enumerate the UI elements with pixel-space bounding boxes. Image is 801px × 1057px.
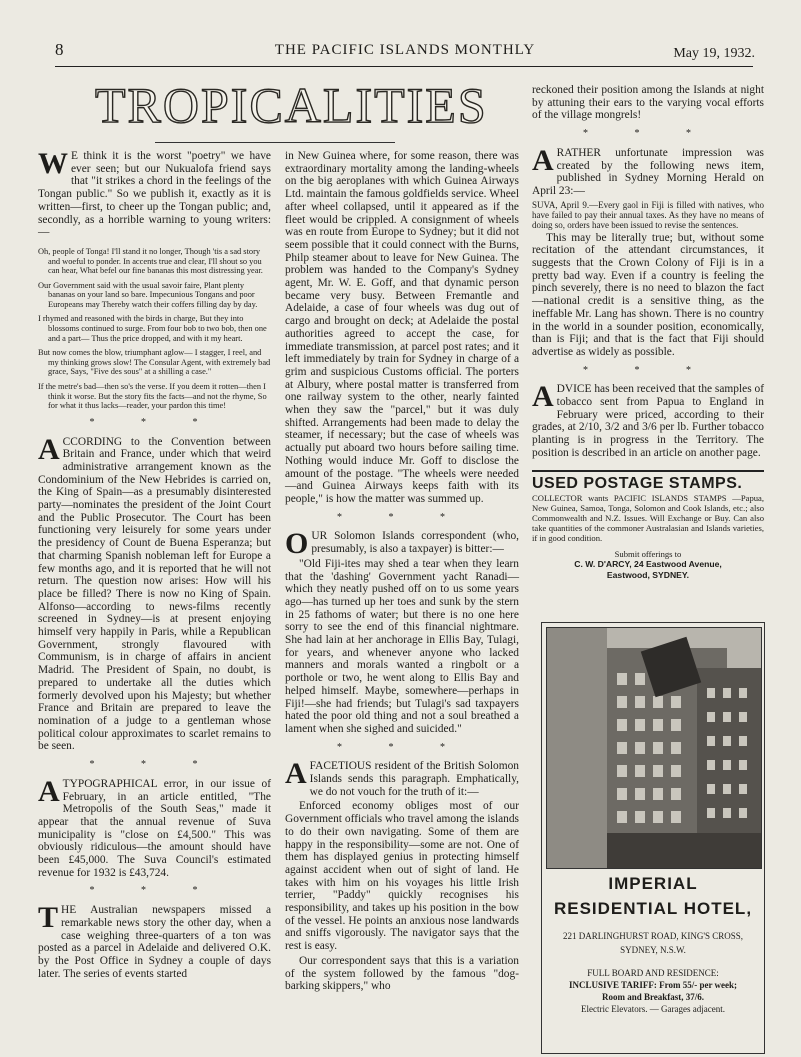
dropcap: A	[38, 774, 60, 808]
hotel-tariff: INCLUSIVE TARIFF: From 55/- per week;	[568, 980, 738, 990]
hotel-building-illustration	[547, 628, 761, 868]
wheels-paragraph: HE Australian newspapers missed a remarkable news story the other day, when a case weighing three-quarters of a ton was posted as a parcel in Adelaide and delivered O.K. by the Post Office in Sydney a couple of days later. The series of events started	[38, 904, 271, 980]
hotel-address: 221 DARLINGHURST ROAD, KING'S CROSS,	[563, 931, 743, 941]
stamps-ad-submit: Submit offerings to	[614, 549, 682, 560]
page-title: TROPICALITIES	[95, 77, 488, 133]
solomon-paragraph: UR Solomon Islands correspondent (who, presumably, is also a taxpayer) is bitter:—	[311, 530, 519, 556]
facetious-story: Enforced economy obliges most of our Government officials who travel among the islands to do their own navigating. Some of them are happy in the responsibility—some are not. One of them has displayed genius in protecting himself against accident when out of sight of land. He takes with him on his voyages his little Irish terrier, "Paddy" quickly recognises his responsibility, and takes up his position in the bow of the vessel. He points an anxious nose landwards and sniffs vigorously. The navigator says that the rest is easy.	[285, 800, 519, 953]
page-number: 8	[55, 40, 64, 59]
dropcap: O	[285, 527, 309, 561]
wheels-continued: in New Guinea where, for some reason, there was extraordinary mortality among the landing-wheels on the big aeroplanes with which Guinea Airways Ltd. maintain the famous goldfields service. Wheel after wheel collapsed, until it appeared as if the fleet would be crippled. A consignment of wheels was en route from Europe to Sydney; but it did not seem possible that it could connect with the Burns, Philp steamer about to leave for New Guinea. The problem was handed to the Company's Sydney agent, Mr. W. E. Goff, and that dynamic person became very busy. Between Fremantle and Adelaide, a case of four wheels was dug out of cargo and brought on deck; at Adelaide the postal authorities agreed to accept the case, for immediate transmission, at parcel post rates; and it left immediately by train for Sydney in charge of a grim and suspicious Customs official. The porters at Albury, where postal matter is transferred from one railway system to the other, nearly fainted when they saw the "parcel," but it was duly shifted. Arrangements had been made to delay the steamer, if necessary; but the case of wheels was actually put aboard two hours before sailing time. Nothing would induce Mr. Goff to disclose the amount of the postage. "The wheels were needed—and Guinea Airways keeps faith with its people," is how the matter was summed up.	[285, 150, 519, 505]
header-rule	[55, 66, 753, 67]
hotel-board: FULL BOARD AND RESIDENCE:	[587, 968, 719, 978]
section-divider: * * *	[337, 511, 467, 523]
verse: Our Government said with the usual savoir faire, Plant plenty bananas on your land so bare. Impecunious Tongans and poor Europeans may Thereby watch their coffers filling day by day.	[38, 280, 258, 309]
hotel-name-line-1: IMPERIAL	[608, 874, 698, 893]
title-block	[95, 70, 488, 136]
hotel-name-line-2: RESIDENTIAL HOTEL,	[553, 899, 753, 918]
fiji-commentary: This may be literally true; but, without some recitation of the attendant circumstances, it suggests that the Crown Colony of Fiji is in a pretty bad way. Even if a country is feeling the pinch severely, there is no need to blazon the fact—national credit is a sensitive thing, as the ineffable Mr. Lang has shown. There is no country in the world in a sounder position, economically, than is Fiji; and that is the fact that Fiji should advertise as widely as possible.	[532, 231, 764, 358]
poem	[38, 247, 271, 411]
column-2	[285, 150, 519, 995]
hotel-photo	[546, 627, 762, 869]
issue-date: May 19, 1932.	[673, 46, 755, 61]
verse: I rhymed and reasoned with the birds in charge, But they into blossoms continued to surge. From four bob to two bob, then one and a part— Thus the price dropped, and with it my heart.	[38, 314, 267, 343]
suva-news-item: SUVA, April 9.—Every gaol in Fiji is filled with natives, who have failed to pay their annual taxes. As they have no means of doing so, orders have been issued to revise the sentences.	[532, 199, 764, 230]
column-1	[38, 147, 271, 982]
facetious-note: Our correspondent says that this is a variation of the system followed by the famous "dog-barking skippers," who	[285, 954, 519, 993]
stamps-ad-name: C. W. D'ARCY, 24 Eastwood Avenue,	[574, 559, 722, 570]
column-3	[532, 84, 764, 581]
hotel-room-breakfast: Room and Breakfast, 37/6.	[601, 992, 705, 1002]
stamps-ad-body: COLLECTOR wants PACIFIC ISLANDS STAMPS —Papua, New Guinea, Samoa, Tonga, Solomon and Cook Islands, etc.; also Commonwealth and N.Z. Issues. Will Exchange or Buy. Can also take quantities of the commoner Australasian and Islands varieties, if in good condition.	[532, 493, 764, 544]
section-divider: * * *	[89, 885, 220, 897]
section-divider: * * *	[337, 741, 467, 753]
solomon-quote: "Old Fiji-ites may shed a tear when they learn that the 'dashing' Government yacht Ranadi—which they neatly pushed off on to us some years ago—has turned up her toes and sunk by the stern in 25 fathoms of water; but there is no one here sorry to see the end of this financial nightmare. She had lain at her anchorage in Ellis Bay, Tulagi, for years, and whenever anyone who lacked manners and morals wanted a ringbolt or a porthole or two, he went along to Ellis Bay and helped himself. Maybe, somewhere—perhaps in Fiji!—she had friends; but Tulagi's sad taxpayers hated the poor old thing and not a soul breathed a lament when she sighed and suicided."	[285, 557, 519, 735]
title-rule	[155, 142, 395, 143]
verse: But now comes the blow, triumphant aglow— I stagger, I reel, and my thinking grows slow! The Consular Agent, with extremely bad grace, Says, "Five des sous" at a shilling a case."	[38, 348, 271, 377]
section-divider: * * *	[89, 759, 220, 771]
typo-paragraph: TYPOGRAPHICAL error, in our issue of February, in an article entitled, "The Metropolis of the South Seas," made it appear that the annual revenue of Suva municipality is "close on £4,500." This was obviously ridiculous—the amount should have been £45,000. The Suva Council's estimated revenue for 1932 is £43,724.	[38, 777, 271, 879]
stamps-ad-address: Eastwood, SYDNEY.	[606, 570, 690, 581]
verse: Oh, people of Tonga! I'll stand it no longer, Though 'tis a sad story and woeful to ponder. In accents true and clear, I'll shout so you can hear, What befel our fine bananas this most distressing year.	[38, 246, 263, 276]
section-divider: * * *	[583, 128, 713, 140]
dropcap: A	[38, 432, 60, 466]
dropcap: A	[532, 143, 554, 177]
section-divider: * * *	[583, 364, 713, 376]
hotel-city: SYDNEY, N.S.W.	[620, 945, 686, 955]
stamps-advertisement	[532, 470, 764, 582]
hotel-amenities: Electric Elevators. — Garages adjacent.	[581, 1004, 725, 1014]
section-divider: * * *	[89, 416, 220, 428]
unfortunate-paragraph: RATHER unfortunate impression was created by the following news item, published in Sydney Morning Herald on April 23:—	[532, 146, 764, 197]
verse: If the metre's bad—then so's the verse. If you deem it rotten—then I think it worse. But the story fits the facts—and not the rhyme, So for what it thus lacks—reader, your pardon this time!	[38, 382, 267, 411]
hotel-advertisement	[541, 622, 765, 1054]
masthead: THE PACIFIC ISLANDS MONTHLY	[274, 42, 536, 58]
dog-continued: reckoned their position among the Islands at night by attuning their ears to the varying vocal efforts of the village mongrels!	[532, 84, 764, 122]
dropcap: T	[38, 901, 59, 935]
dropcap: A	[532, 380, 554, 414]
page-header	[55, 40, 755, 64]
intro-paragraph: E think it is the worst "poetry" we have ever seen; but our Nukualofa friend says that "it strikes a chord in the feelings of the Tongan public." So we publish it, exactly as it is written—first, to cheer up the Tongan public; and, secondly, as a horrible warning to young writers:—	[38, 150, 271, 239]
dropcap: W	[38, 147, 68, 180]
dropcap: A	[285, 757, 307, 791]
facetious-paragraph: FACETIOUS resident of the British Solomon Islands sends this paragraph. Emphatically, we do not vouch for the truth of it:—	[309, 760, 519, 798]
hebrides-paragraph: CCORDING to the Convention between Britain and France, under which that weird administrative arrangement known as the Condominium of the New Hebrides is carried on, the King of Spain—as a presumably disinterested party—nominates the president of the Joint Court and the Public Prosecutor. The Court has been functioning very leisurely for some years under the presidency of Count de Buena Esperanza; but that charming Spanish nobleman left for Europe a few months ago, and it is reported that he will not return. The question now arises: How will his place be filled? There is now no King of Spain. Alfonso—according to news-films recently screened in Sydney—is at present enjoying himself very happily in Paris, while a Republican Government, strongly flavoured with Communism, is in charge of affairs in ancient Madrid. The President of Spain, no doubt, is prepared to undertake all the duties which formerly devolved upon his Majesty; but whether France and Britain are prepared to leave the nomination of a judge to a gentleman whose political colour approximates to scarlet remains to be seen.	[38, 435, 271, 753]
stamps-ad-heading: USED POSTAGE STAMPS.	[532, 474, 743, 492]
tobacco-paragraph: DVICE has been received that the samples of tobacco sent from Papua to England in February were priced, according to their grades, at 2/10, 3/2 and 3/6 per lb. Further tobacco planting is in progress in the Territory. The position is described in an article on another page.	[532, 383, 764, 459]
